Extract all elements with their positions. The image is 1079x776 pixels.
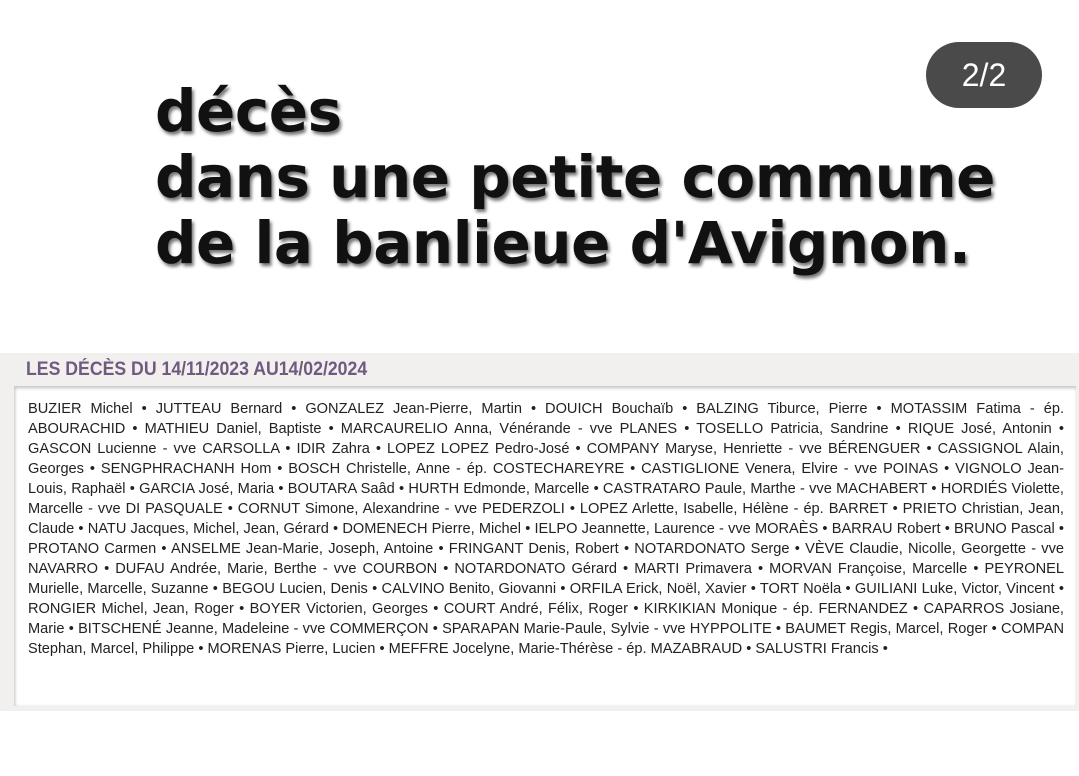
death-notice-list: BUZIER Michel • JUTTEAU Bernard • GONZALEZ Jean-Pierre, Martin • DOUICH Bouchaïb • BALZING Tiburce, Pierre • MOTASSIM Fatima - ép. ABOURACHID • MATHIEU Daniel, Baptiste • MARCAURELIO Anna, Vénérande - vve PLANES • TOSELLO Patricia, Sandrine • RIQUE José, Antonin • GASCON Lucienne - vve CARSOLLA • IDIR Zahra • LOPEZ LOPEZ Pedro-José • COMPANY Maryse, Henriette - vve BÉRENGUER • CASSIGNOL Alain, Georges • SENGPHRACHANH Hom • BOSCH Christelle, Anne - ép. COSTECHAREYRE • CASTIGLIONE Venera, Elvire - vve POINAS • VIGNOLO Jean-Louis, Raphaël • GARCIA José, Maria • BOUTARA Saâd • HURTH Edmonde, Marcelle • CASTRATARO Paule, Marthe - vve MACHABERT • HORDIÉS Violette, Marcelle - vve DI PASQUALE • CORNUT Simone, Alexandrine - vve PEDERZOLI • LOPEZ Arlette, Isabelle, Hélène - ép. BARRET • PRIETO Christian, Jean, Claude • NATU Jacques, Michel, Jean, Gérard • DOMENECH Pierre, Michel • IELPO Jeannette, Laurence - vve MORAÈS • BARRAU Robert • BRUNO Pascal • PROTANO Carmen • ANSELME Jean-Marie, Joseph, Antoine • FRINGANT Denis, Robert • NOTARDONATO Serge • VÈVE Claudie, Nicolle, Georgette - vve NAVARRO • DUFAU Andrée, Marie, Berthe - vve COURBON • NOTARDONATO Gérard • MARTI Primavera • MORVAN Françoise, Marcelle • PEYRONEL Murielle, Marcelle, Suzanne • BEGOU Lucien, Denis • CALVINO Benito, Giovanni • ORFILA Erick, Noël, Xavier • TORT Noëla • GUILIANI Luke, Victor, Vincent • RONGIER Michel, Jean, Roger • BOYER Victorien, Georges • COURT André, Félix, Roger • KIRKIKIAN Monique - ép. FERNANDEZ • CAPARROS Josiane, Marie • BITSCHENÉ Jeanne, Madeleine - vve COMMERÇON • SPARAPAN Marie-Paule, Sylvie - vve HYPPOLITE • BAUMET Regis, Marcel, Roger • COMPAN Stephan, Marcel, Philippe • MORENAS Pierre, Lucien • MEFFRE Jocelyne, Marie-Thérèse - ép. MAZABRAUD • SALUSTRI Francis • [28, 401, 1064, 657]
page-counter-badge: 2/2 [926, 42, 1042, 108]
headline-line-3: de la banlieue d'Avignon. [155, 209, 971, 277]
clipping-title: LES DÉCÈS DU 14/11/2023 AU14/02/2024 [26, 359, 368, 380]
headline-line-2: dans une petite commune [155, 143, 996, 211]
headline-line-1: décès [155, 77, 342, 145]
newspaper-clipping [0, 353, 1079, 711]
clipping-text-box [14, 386, 1076, 706]
headline [155, 78, 1055, 276]
